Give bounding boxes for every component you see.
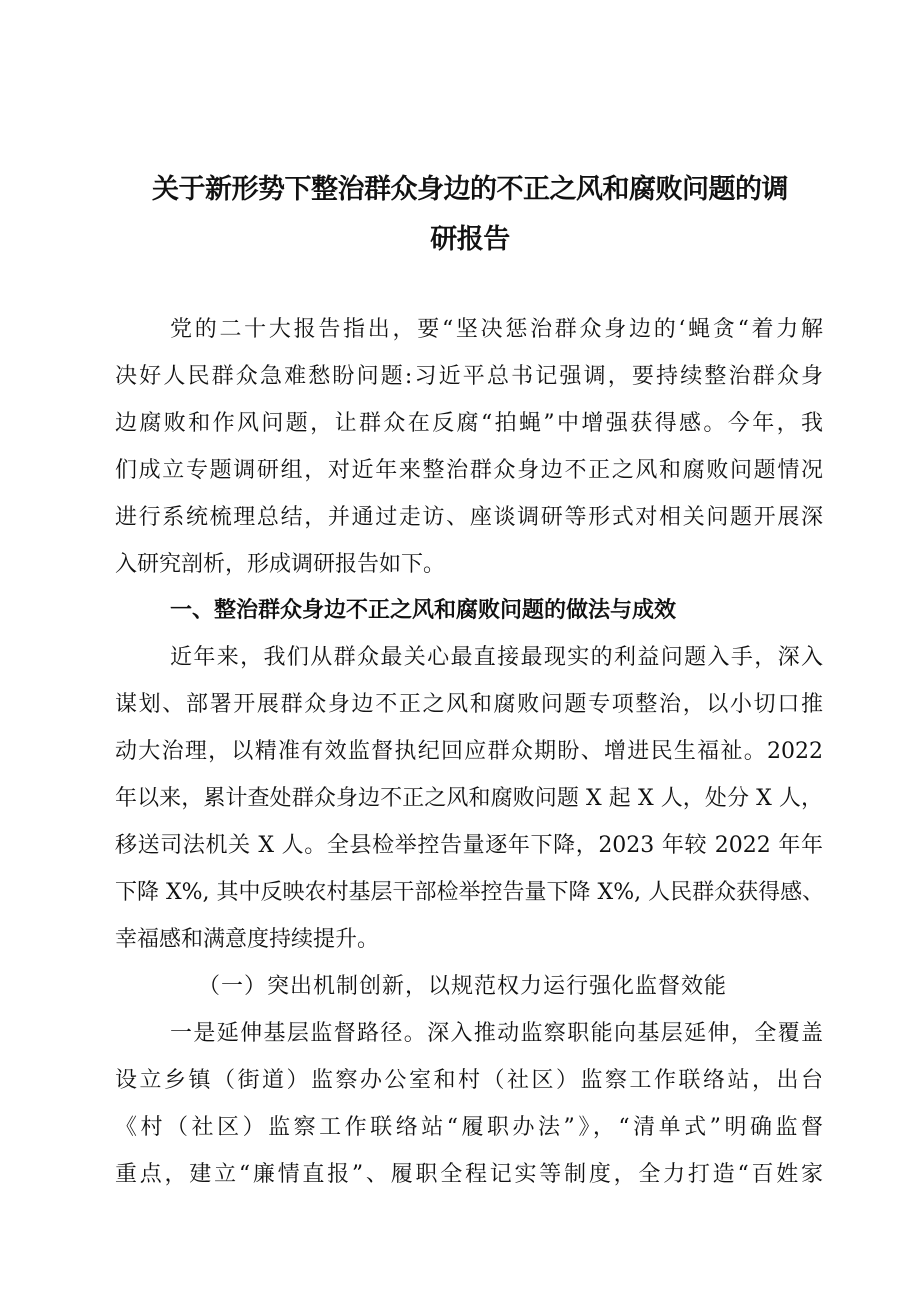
paragraph-1-line: 们成立专题调研组，对近年来整治群众身边不正之风和腐败问题情况 — [115, 458, 823, 483]
paragraph-1-line: 党的二十大报告指出，要“坚决惩治群众身边的‘蝇贪“着力解 — [170, 317, 823, 342]
paragraph-1-line: 进行系统梳理总结，并通过走访、座谈调研等形式对相关问题开展深 — [115, 505, 823, 530]
paragraph-1-line: 决好人民群众急难愁盼问题:习近平总书记强调，要持续整治群众身 — [115, 364, 823, 389]
document-title-line-1: 关于新形势下整治群众身边的不正之风和腐败问题的调 — [152, 174, 788, 205]
paragraph-1-line: 边腐败和作风问题，让群众在反腐“拍蝇”中增强获得感。今年，我 — [115, 411, 823, 436]
paragraph-2-line: 动大治理，以精准有效监督执纪回应群众期盼、增进民生福祉。2022 — [115, 739, 823, 764]
paragraph-2-line: 移送司法机关 X 人。全县检举控告量逐年下降，2023 年较 2022 年年 — [115, 833, 823, 858]
subsection-heading-1: （一）突出机制创新，以规范权力运行强化监督效能 — [198, 974, 728, 999]
section-heading-1: 一、整治群众身边不正之风和腐败问题的做法与成效 — [170, 598, 677, 623]
paragraph-1-line: 入研究剖析，形成调研报告如下。 — [115, 552, 446, 577]
paragraph-2-line: 近年来，我们从群众最关心最直接最现实的利益问题入手，深入 — [170, 645, 823, 670]
paragraph-3-line: 重点，建立“廉情直报”、履职全程记实等制度，全力打造“百姓家 — [115, 1162, 823, 1187]
paragraph-2-line: 下降 X%, 其中反映农村基层干部检举控告量下降 X%, 人民群众获得感、 — [115, 880, 825, 905]
paragraph-3-line: 一是延伸基层监督路径。深入推动监察职能向基层延伸，全覆盖 — [170, 1021, 823, 1046]
document-title-line-2: 研报告 — [430, 224, 510, 255]
paragraph-3-line: 设立乡镇（街道）监察办公室和村（社区）监察工作联络站，出台 — [115, 1068, 823, 1093]
paragraph-2-line: 谋划、部署开展群众身边不正之风和腐败问题专项整治，以小切口推 — [115, 692, 823, 717]
paragraph-3-line: 《村（社区）监察工作联络站“履职办法”》，“清单式”明确监督 — [115, 1115, 823, 1140]
paragraph-2-line: 年以来，累计查处群众身边不正之风和腐败问题 X 起 X 人，处分 X 人， — [115, 786, 823, 811]
paragraph-2-line: 幸福感和满意度持续提升。 — [115, 927, 380, 952]
